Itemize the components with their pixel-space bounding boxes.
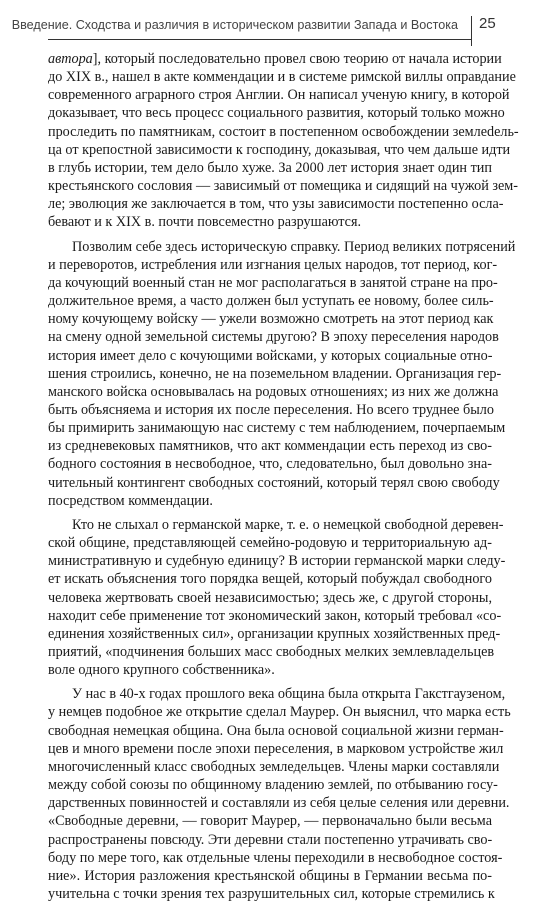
text-line: Кто не слыхал о германской марке, т. е. о немецкой свободной деревен-	[72, 516, 504, 533]
text-line: многочисленный класс свободных земледельцев. Члены марки составляли	[48, 758, 500, 775]
text-line: доказывает, что весь процесс социального развития, который только можно	[48, 105, 505, 122]
text-line: Позволим себе здесь историческую справку. Период великих потрясений	[72, 238, 516, 255]
text-line: проследить по памятникам, состоит в постепенном освобождении землedель-	[48, 123, 519, 140]
text-line: боду по мере того, как отдельные члены переходили в несвободное состоя-	[48, 849, 503, 866]
text-line: цев и много времени после эпохи переселения, в марковом устройстве жил	[48, 740, 504, 757]
text-line: «Свободные деревни, — говорит Маурер, — первоначально были весьма	[48, 813, 492, 830]
text-line: из средневековых памятников, что акт коммендации есть переход из сво-	[48, 438, 492, 455]
text-line: ца от крепостной зависимости к господину, доказывая, что чем дальше идти	[48, 141, 511, 158]
text-line: в глубь истории, тем дело было хуже. За 2000 лет история знает один тип	[48, 159, 492, 176]
text-line: бевают и к XIX в. почти повсеместно разрушаются.	[48, 214, 362, 231]
text-line: находит себе применение тот экономический закон, который требовал «со-	[48, 607, 502, 624]
running-head-title: Введение. Сходства и различия в историческом развитии Запада и Востока	[11, 18, 458, 32]
text-line: крестьянского сословия — зависимый от помещика и сидящий на чужой зем-	[48, 178, 519, 195]
paragraph	[48, 516, 506, 679]
text-line: на смену одной земельной системы другою? В эпоху переселения народов	[48, 329, 499, 346]
paragraph	[48, 238, 516, 510]
text-line: автора], который последовательно провел свою теорию от начала истории	[48, 51, 502, 67]
text-line: учительна с точки зрения тех разрушительных сил, которые стремились к	[48, 886, 495, 903]
text-line: ному кочующему войску — ужели возможно смотреть на этот период как	[48, 311, 494, 328]
text-line: история имеет дело с кочующими войсками, у которых социальные отно-	[48, 347, 493, 364]
text-line: министративную и судебную единицу? В истории германской марки следу-	[48, 553, 506, 570]
text-line: посредством коммендации.	[48, 492, 213, 509]
text-line: бы примирить занимающую нас систему с тем наблюдением, почерпаемым	[48, 420, 506, 437]
text-line: манского войска основывалась на родовых отношениях; из них же должна	[48, 383, 499, 400]
text-line: единения хозяйственных сил», организации крупных хозяйственных пред-	[48, 625, 501, 642]
text-line: У нас в 40-х годах прошлого века община была открыта Гакстгаузеном,	[72, 686, 506, 703]
text-line: ет искать объяснения того порядка вещей, который побуждал свободного	[48, 571, 492, 588]
text-line: ние». История разложения крестьянской общины в Германии весьма по-	[48, 867, 492, 884]
text-line: приятий, «подчинения больших масс свободных мелких землевладельцев	[48, 644, 495, 660]
text-line: человека жертвовать своей независимостью; здесь же, с другой стороны,	[48, 589, 492, 606]
text-line: ле; эволюция же заключается в том, что узы зависимости постепенно осла-	[48, 196, 504, 213]
text-line: ской общине, представляющей семейно-родовую и территориальную ад-	[48, 535, 492, 552]
header-divider	[471, 16, 472, 46]
text-line: быть объясняема и история их после переселения. Но всего труднее было	[48, 401, 494, 418]
text-line: между собой союзы по общинному владению землей, по отбыванию госу-	[48, 777, 498, 794]
text-line: у немцев подобное же открытие сделал Маурер. Он выяснил, что марка есть	[48, 704, 511, 721]
paragraph	[48, 685, 511, 903]
text-line: должительное время, а часто должен был уступать ее новому, более силь-	[48, 293, 494, 310]
text-line: шения строились, конечно, не на поземельном владении. Организация гер-	[48, 365, 502, 382]
text-line: до XIX в., нашел в акте коммендации и в системе римской виллы оправдание	[48, 69, 516, 86]
body-text	[48, 50, 519, 909]
text-line: дарственных повинностей и составляли из себя целые селения или деревни.	[48, 795, 510, 812]
text-line: чительный контингент свободных состояний, который терял свою свободу	[48, 474, 500, 491]
text-line: распространены повсюду. Эти деревни стали постепенно утрачивать сво-	[48, 831, 493, 848]
text-line: свободная немецкая община. Она была основой социальной жизни герман-	[48, 722, 504, 739]
header-rule	[48, 39, 472, 40]
text-line: современного аграрного строя Англии. Он написал ученую книгу, в которой	[48, 87, 510, 104]
text-line: и переворотов, истребления или изгнания целых народов, тот период, ког-	[48, 256, 498, 273]
text-line: да кочующий военный стан не мог располагаться в занятой стране на про-	[48, 274, 498, 291]
text-line: бодного состояния в несвободное, что, следовательно, был довольно зна-	[48, 456, 492, 473]
text-line: воле одного крупного собственника».	[48, 662, 275, 679]
running-head	[11, 14, 518, 40]
page-number: 25	[479, 15, 496, 32]
paragraph	[48, 50, 519, 232]
